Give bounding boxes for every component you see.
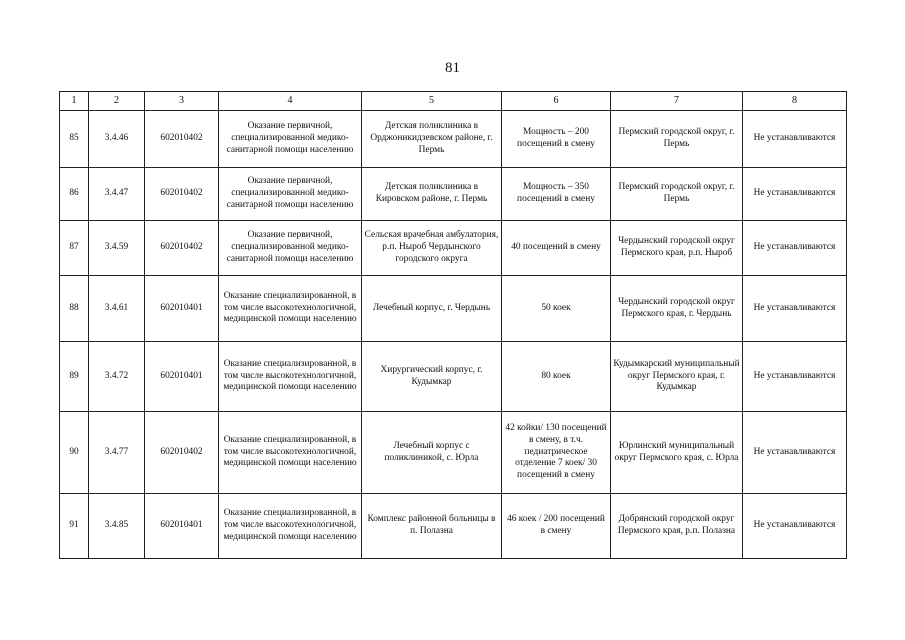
- object-code: 3.4.59: [89, 221, 145, 276]
- column-header: 6: [502, 92, 611, 111]
- row-number: 89: [60, 342, 89, 412]
- object-location: Юрлинский муниципальный округ Пермского края, с. Юрла: [611, 412, 743, 494]
- classifier-code: 602010401: [145, 494, 219, 559]
- service-description: Оказание первичной, специализированной медико-санитарной помощи населению: [219, 168, 362, 221]
- object-name: Лечебный корпус с поликлиникой, с. Юрла: [362, 412, 502, 494]
- service-description: Оказание специализированной, в том числе высокотехнологичной, медицинской помощи населению: [219, 412, 362, 494]
- column-header: 1: [60, 92, 89, 111]
- object-capacity: 46 коек / 200 посещений в смену: [502, 494, 611, 559]
- row-number: 90: [60, 412, 89, 494]
- table-row: [60, 494, 847, 559]
- object-code: 3.4.85: [89, 494, 145, 559]
- service-description: Оказание специализированной, в том числе высокотехнологичной, медицинской помощи населению: [219, 276, 362, 342]
- object-location: Кудымкарский муниципальный округ Пермского края, г. Кудымкар: [611, 342, 743, 412]
- classifier-code: 602010402: [145, 111, 219, 168]
- object-capacity: 80 коек: [502, 342, 611, 412]
- table-header-row: [60, 92, 847, 111]
- object-capacity: Мощность – 200 посещений в смену: [502, 111, 611, 168]
- object-name: Детская поликлиника в Кировском районе, г. Пермь: [362, 168, 502, 221]
- object-capacity: 40 посещений в смену: [502, 221, 611, 276]
- classifier-code: 602010402: [145, 412, 219, 494]
- row-number: 85: [60, 111, 89, 168]
- object-name: Лечебный корпус, г. Чердынь: [362, 276, 502, 342]
- classifier-code: 602010402: [145, 221, 219, 276]
- column-header: 4: [219, 92, 362, 111]
- zone-status: Не устанавливаются: [743, 276, 847, 342]
- object-location: Чердынский городской округ Пермского края, г. Чердынь: [611, 276, 743, 342]
- column-header: 5: [362, 92, 502, 111]
- zone-status: Не устанавливаются: [743, 111, 847, 168]
- service-description: Оказание специализированной, в том числе высокотехнологичной, медицинской помощи населению: [219, 342, 362, 412]
- service-description: Оказание специализированной, в том числе высокотехнологичной, медицинской помощи населению: [219, 494, 362, 559]
- table-row: [60, 412, 847, 494]
- object-capacity: Мощность – 350 посещений в смену: [502, 168, 611, 221]
- zone-status: Не устанавливаются: [743, 412, 847, 494]
- object-code: 3.4.61: [89, 276, 145, 342]
- object-location: Добрянский городской округ Пермского края, р.п. Полазна: [611, 494, 743, 559]
- object-code: 3.4.47: [89, 168, 145, 221]
- object-name: Сельская врачебная амбулатория, р.п. Ныроб Чердынского городского округа: [362, 221, 502, 276]
- object-name: Хирургический корпус, г. Кудымкар: [362, 342, 502, 412]
- object-code: 3.4.46: [89, 111, 145, 168]
- row-number: 87: [60, 221, 89, 276]
- object-location: Пермский городской округ, г. Пермь: [611, 111, 743, 168]
- object-capacity: 42 койки/ 130 посещений в смену, в т.ч. педиатрическое отделение 7 коек/ 30 посещений в смену: [502, 412, 611, 494]
- table-row: [60, 111, 847, 168]
- row-number: 86: [60, 168, 89, 221]
- zone-status: Не устанавливаются: [743, 494, 847, 559]
- row-number: 91: [60, 494, 89, 559]
- column-header: 8: [743, 92, 847, 111]
- row-number: 88: [60, 276, 89, 342]
- object-name: Детская поликлиника в Орджоникидзевском районе, г. Пермь: [362, 111, 502, 168]
- zone-status: Не устанавливаются: [743, 342, 847, 412]
- column-header: 2: [89, 92, 145, 111]
- zone-status: Не устанавливаются: [743, 221, 847, 276]
- object-capacity: 50 коек: [502, 276, 611, 342]
- column-header: 3: [145, 92, 219, 111]
- table-row: [60, 221, 847, 276]
- table-row: [60, 342, 847, 412]
- service-description: Оказание первичной, специализированной медико-санитарной помощи населению: [219, 221, 362, 276]
- column-header: 7: [611, 92, 743, 111]
- object-location: Чердынский городской округ Пермского края, р.п. Ныроб: [611, 221, 743, 276]
- classifier-code: 602010401: [145, 276, 219, 342]
- classifier-code: 602010401: [145, 342, 219, 412]
- table-row: [60, 168, 847, 221]
- registry-table: [59, 91, 847, 559]
- object-name: Комплекс районной больницы в п. Полазна: [362, 494, 502, 559]
- service-description: Оказание первичной, специализированной медико-санитарной помощи населению: [219, 111, 362, 168]
- object-location: Пермский городской округ, г. Пермь: [611, 168, 743, 221]
- classifier-code: 602010402: [145, 168, 219, 221]
- table-row: [60, 276, 847, 342]
- page-number: 81: [445, 60, 460, 76]
- zone-status: Не устанавливаются: [743, 168, 847, 221]
- object-code: 3.4.77: [89, 412, 145, 494]
- object-code: 3.4.72: [89, 342, 145, 412]
